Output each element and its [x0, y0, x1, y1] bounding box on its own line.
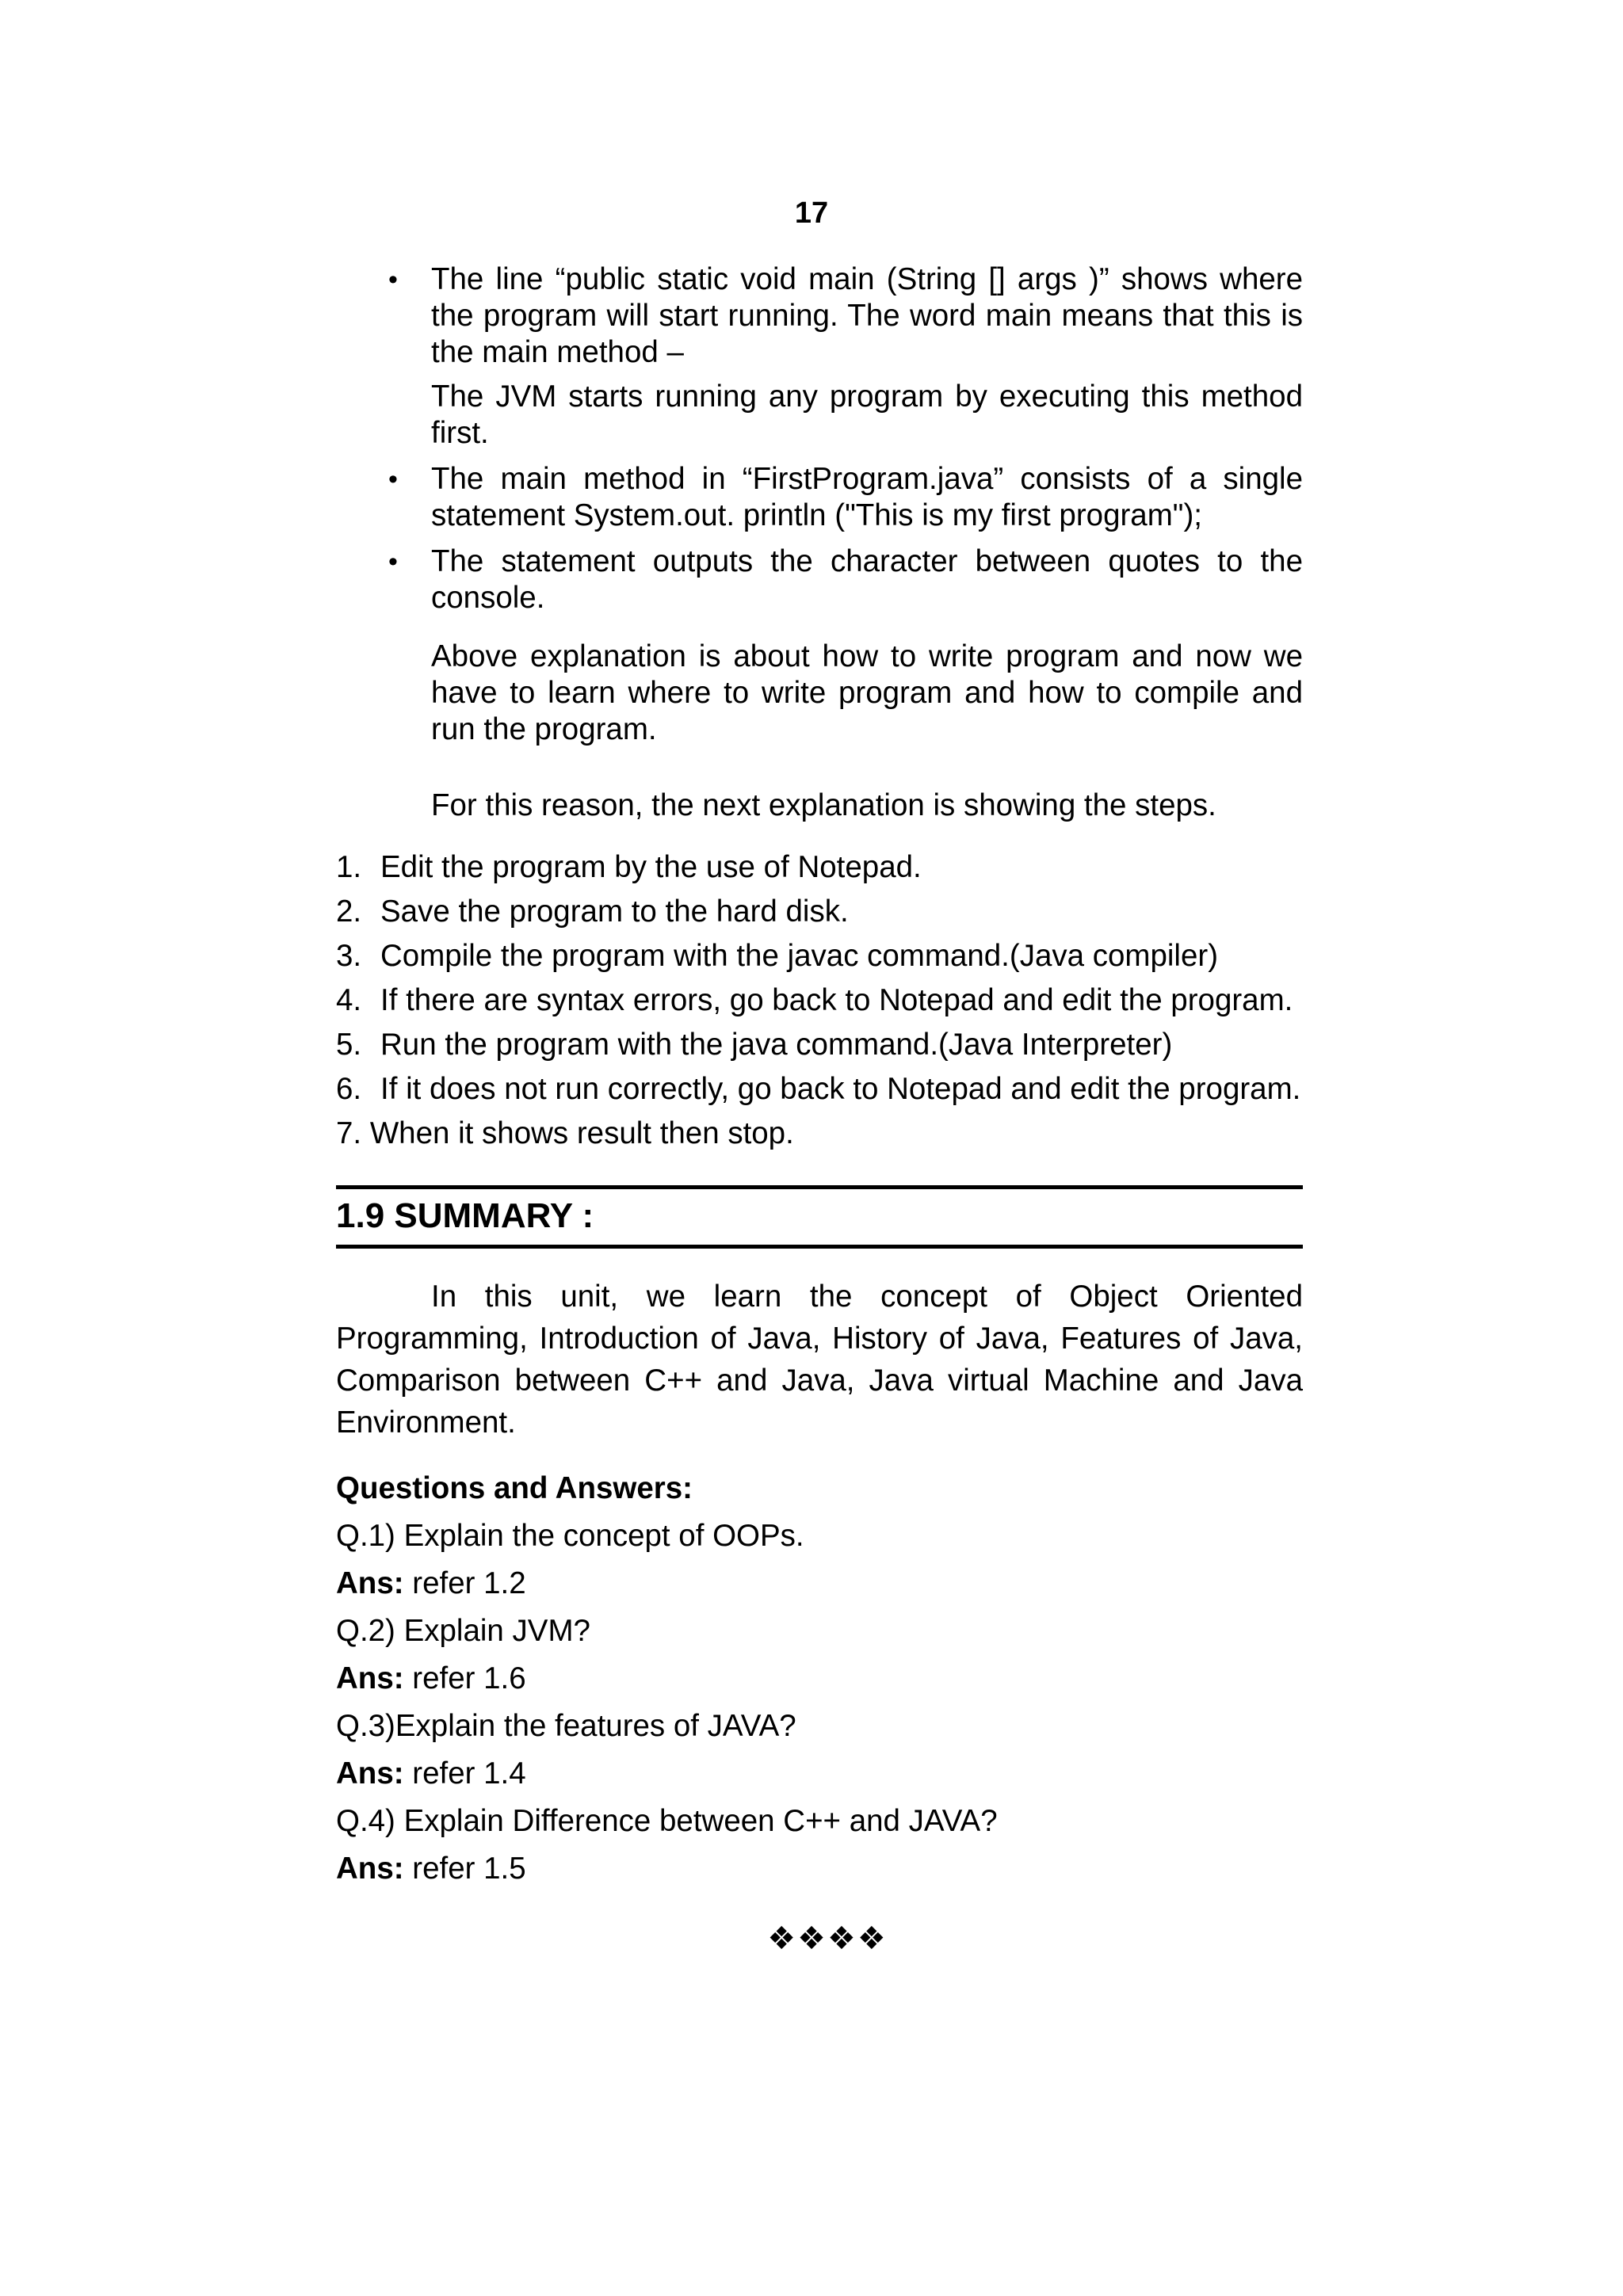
step-text: Run the program with the java command.(Java Interpreter): [380, 1028, 1173, 1062]
step-item: [336, 982, 1303, 1019]
bullet-icon: •: [388, 547, 398, 577]
diamond-ornament-icon: ❖❖❖❖: [767, 1920, 888, 1957]
step-item: [336, 1071, 1303, 1108]
step-item: [336, 938, 1303, 974]
question: Q.3)Explain the features of JAVA?: [336, 1709, 796, 1743]
answer: [336, 1851, 1303, 1887]
qa-title: Questions and Answers:: [336, 1471, 693, 1505]
answer: [336, 1756, 1303, 1792]
answer-text: refer 1.5: [412, 1852, 526, 1886]
summary-paragraph: In this unit, we learn the concept of Object Oriented Programming, Introduction of Java, History of Java, Features of Java, Comparison between C++ and Java, Java virtual Machine and Java Environment.: [336, 1280, 1303, 1440]
question: Q.2) Explain JVM?: [336, 1614, 590, 1648]
step-number: 7.: [336, 1116, 362, 1150]
step-number: 2.: [336, 894, 362, 929]
question: Q.1) Explain the concept of OOPs.: [336, 1519, 804, 1553]
step-text: If there are syntax errors, go back to Notepad and edit the program.: [380, 983, 1293, 1017]
step-text: Compile the program with the javac command.(Java compiler): [380, 939, 1219, 973]
step-text: If it does not run correctly, go back to Notepad and edit the program.: [380, 1072, 1301, 1106]
bullet-text: The statement outputs the character between quotes to the console.: [431, 544, 1303, 615]
answer-label: Ans:: [336, 1852, 404, 1886]
step-item: [336, 894, 1303, 930]
question: Q.4) Explain Difference between C++ and JAVA?: [336, 1804, 998, 1838]
step-text: When it shows result then stop.: [369, 1116, 794, 1150]
step-number: 4.: [336, 983, 362, 1017]
bullet-text: The main method in “FirstProgram.java” consists of a single statement System.out. println ("This is my first program");: [431, 462, 1303, 532]
step-item: [336, 849, 1303, 886]
answer-label: Ans:: [336, 1661, 404, 1695]
answer-text: refer 1.4: [412, 1756, 526, 1791]
page-number: 17: [794, 196, 829, 230]
bullet-item: [336, 461, 1303, 534]
bullet-item: [336, 261, 1303, 452]
answer: [336, 1661, 1303, 1697]
step-item: [336, 1116, 1303, 1152]
step-number: 6.: [336, 1072, 362, 1106]
answer: [336, 1566, 1303, 1602]
answer-text: refer 1.2: [412, 1566, 526, 1600]
answer-label: Ans:: [336, 1566, 404, 1600]
step-number: 5.: [336, 1028, 362, 1062]
bullet-text: The line “public static void main (String [] args )” shows where the program will start running. The word main means that this is the main method –: [431, 262, 1303, 369]
answer-text: refer 1.6: [412, 1661, 526, 1695]
answer-label: Ans:: [336, 1756, 404, 1791]
bullet-icon: •: [388, 464, 398, 494]
reason-paragraph: For this reason, the next explanation is showing the steps.: [431, 788, 1216, 822]
step-text: Edit the program by the use of Notepad.: [380, 850, 922, 884]
section-heading: 1.9 SUMMARY :: [336, 1185, 1303, 1249]
steps-list: [336, 849, 1303, 1152]
bullet-continuation: The JVM starts running any program by executing this method first.: [431, 379, 1303, 450]
step-item: [336, 1027, 1303, 1063]
step-number: 1.: [336, 850, 362, 884]
step-number: 3.: [336, 939, 362, 973]
bullet-list: [336, 261, 1303, 616]
page-content: [336, 261, 1303, 1957]
bullet-icon: •: [388, 265, 398, 295]
bullet-item: [336, 543, 1303, 616]
explanation-paragraph: Above explanation is about how to write program and now we have to learn where to write program and how to compile and run the program.: [431, 639, 1303, 746]
step-text: Save the program to the hard disk.: [380, 894, 849, 929]
